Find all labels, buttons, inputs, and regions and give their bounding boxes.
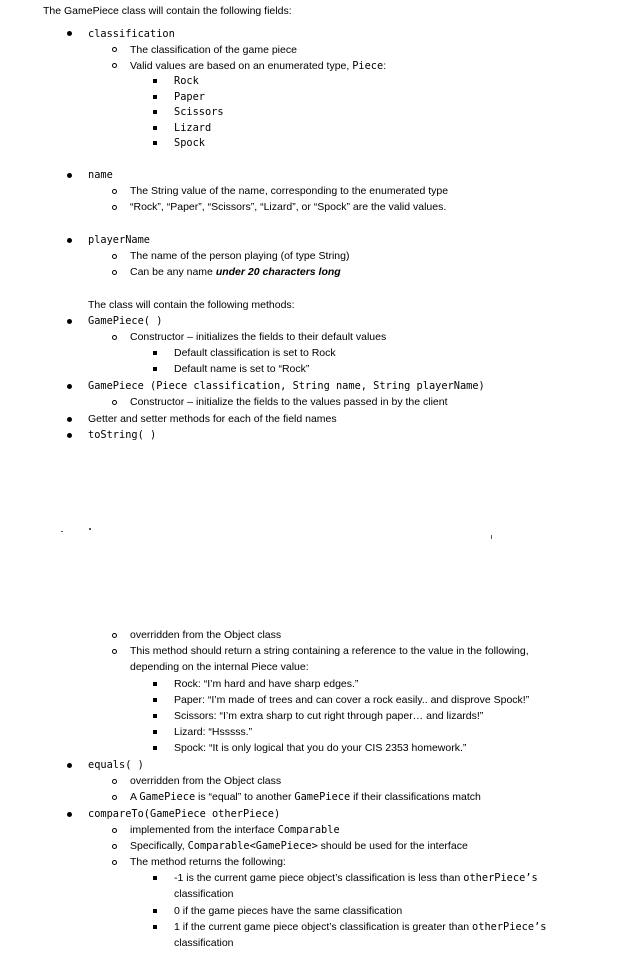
name-valid: “Rock”, “Paper”, “Scissors”, “Lizard”, or “Spock” are the valid values.: [130, 201, 447, 213]
default-ctor-sub-name: Default name is set to “Rock”: [174, 363, 310, 375]
bullet-circle: [112, 205, 117, 210]
toString-overridden: overridden from the Object class: [130, 629, 282, 641]
method-compareTo: compareTo(GamePiece otherPiece): [88, 808, 281, 820]
playerName-desc: The name of the person playing (of type String): [130, 250, 350, 262]
scan-mark: [491, 535, 492, 539]
full-ctor-desc: Constructor – initialize the fields to the values passed in by the client: [130, 396, 448, 408]
bullet-dot: [67, 417, 72, 422]
field-name: name: [88, 169, 113, 181]
bullet-square: [153, 79, 157, 83]
bullet-square: [153, 746, 157, 750]
scan-mark: [61, 531, 63, 532]
compareTo-positive-line2: classification: [174, 937, 234, 949]
piece-value-lizard: Lizard: [174, 122, 212, 134]
bullet-square: [153, 95, 157, 99]
equals-desc: A GamePiece is “equal” to another GamePiece if their classifications match: [130, 791, 481, 803]
bullet-square: [153, 698, 157, 702]
bullet-dot: [67, 433, 72, 438]
bullet-circle: [112, 844, 117, 849]
methods-intro: The class will contain the following methods:: [88, 299, 295, 311]
bullet-circle: [112, 795, 117, 800]
piece-value-paper: Paper: [174, 91, 205, 103]
bullet-circle: [112, 649, 117, 654]
bullet-square: [153, 126, 157, 130]
default-ctor-sub-classification: Default classification is set to Rock: [174, 347, 336, 359]
bullet-circle: [112, 254, 117, 259]
compareTo-negative: -1 is the current game piece object’s classification is less than otherPiece’s: [174, 872, 538, 884]
classification-valid: Valid values are based on an enumerated type, Piece:: [130, 60, 387, 72]
intro-text: The GamePiece class will contain the following fields:: [43, 5, 292, 17]
bullet-square: [153, 876, 157, 880]
bullet-circle: [112, 335, 117, 340]
method-default-ctor: GamePiece( ): [88, 315, 163, 327]
toString-value-lizard: Lizard: “Hsssss.”: [174, 726, 253, 738]
bullet-square: [153, 925, 157, 929]
bullet-dot: [67, 319, 72, 324]
piece-value-scissors: Scissors: [174, 106, 224, 118]
equals-overridden: overridden from the Object class: [130, 775, 282, 787]
compareTo-implemented: implemented from the interface Comparable: [130, 824, 340, 836]
bullet-circle: [112, 270, 117, 275]
bullet-circle: [112, 63, 117, 68]
bullet-dot: [67, 812, 72, 817]
method-equals: equals( ): [88, 759, 144, 771]
field-classification: classification: [88, 28, 175, 40]
bullet-square: [153, 141, 157, 145]
playerName-any: Can be any name under 20 characters long: [130, 266, 341, 278]
default-ctor-desc: Constructor – initializes the fields to their default values: [130, 331, 387, 343]
scan-mark: [89, 528, 91, 530]
bullet-dot: [67, 238, 72, 243]
method-full-ctor: GamePiece (Piece classification, String name, String playerName): [88, 380, 485, 392]
toString-value-paper: Paper: “I’m made of trees and can cover a rock easily.. and disprove Spock!”: [174, 694, 530, 706]
field-playerName: playerName: [88, 234, 150, 246]
bullet-square: [153, 110, 157, 114]
bullet-circle: [112, 633, 117, 638]
bullet-square: [153, 714, 157, 718]
bullet-circle: [112, 47, 117, 52]
toString-value-scissors: Scissors: “I’m extra sharp to cut right through paper… and lizards!”: [174, 710, 484, 722]
bullet-circle: [112, 779, 117, 784]
compareTo-specifically: Specifically, Comparable<GamePiece> should be used for the interface: [130, 840, 468, 852]
name-desc: The String value of the name, corresponding to the enumerated type: [130, 185, 449, 197]
getters-setters: Getter and setter methods for each of the field names: [88, 413, 337, 425]
compareTo-positive: 1 if the current game piece object’s classification is greater than otherPiece’s: [174, 921, 547, 933]
bullet-dot: [67, 384, 72, 389]
method-toString: toString( ): [88, 429, 157, 441]
toString-desc-line1: This method should return a string containing a reference to the value in the following,: [130, 645, 529, 657]
compareTo-returns: The method returns the following:: [130, 856, 286, 868]
bullet-square: [153, 682, 157, 686]
bullet-dot: [67, 763, 72, 768]
piece-value-rock: Rock: [174, 75, 199, 87]
compareTo-zero: 0 if the game pieces have the same classification: [174, 905, 403, 917]
compareTo-negative-line2: classification: [174, 888, 234, 900]
bullet-circle: [112, 860, 117, 865]
bullet-circle: [112, 189, 117, 194]
piece-value-spock: Spock: [174, 137, 205, 149]
bullet-square: [153, 367, 157, 371]
bullet-dot: [67, 173, 72, 178]
bullet-circle: [112, 828, 117, 833]
toString-value-rock: Rock: “I’m hard and have sharp edges.”: [174, 678, 359, 690]
bullet-square: [153, 909, 157, 913]
bullet-circle: [112, 400, 117, 405]
classification-desc: The classification of the game piece: [130, 44, 297, 56]
toString-desc-line2: depending on the internal Piece value:: [130, 661, 309, 673]
bullet-square: [153, 351, 157, 355]
bullet-dot: [67, 31, 72, 36]
toString-value-spock: Spock: “It is only logical that you do your CIS 2353 homework.”: [174, 742, 467, 754]
bullet-square: [153, 730, 157, 734]
